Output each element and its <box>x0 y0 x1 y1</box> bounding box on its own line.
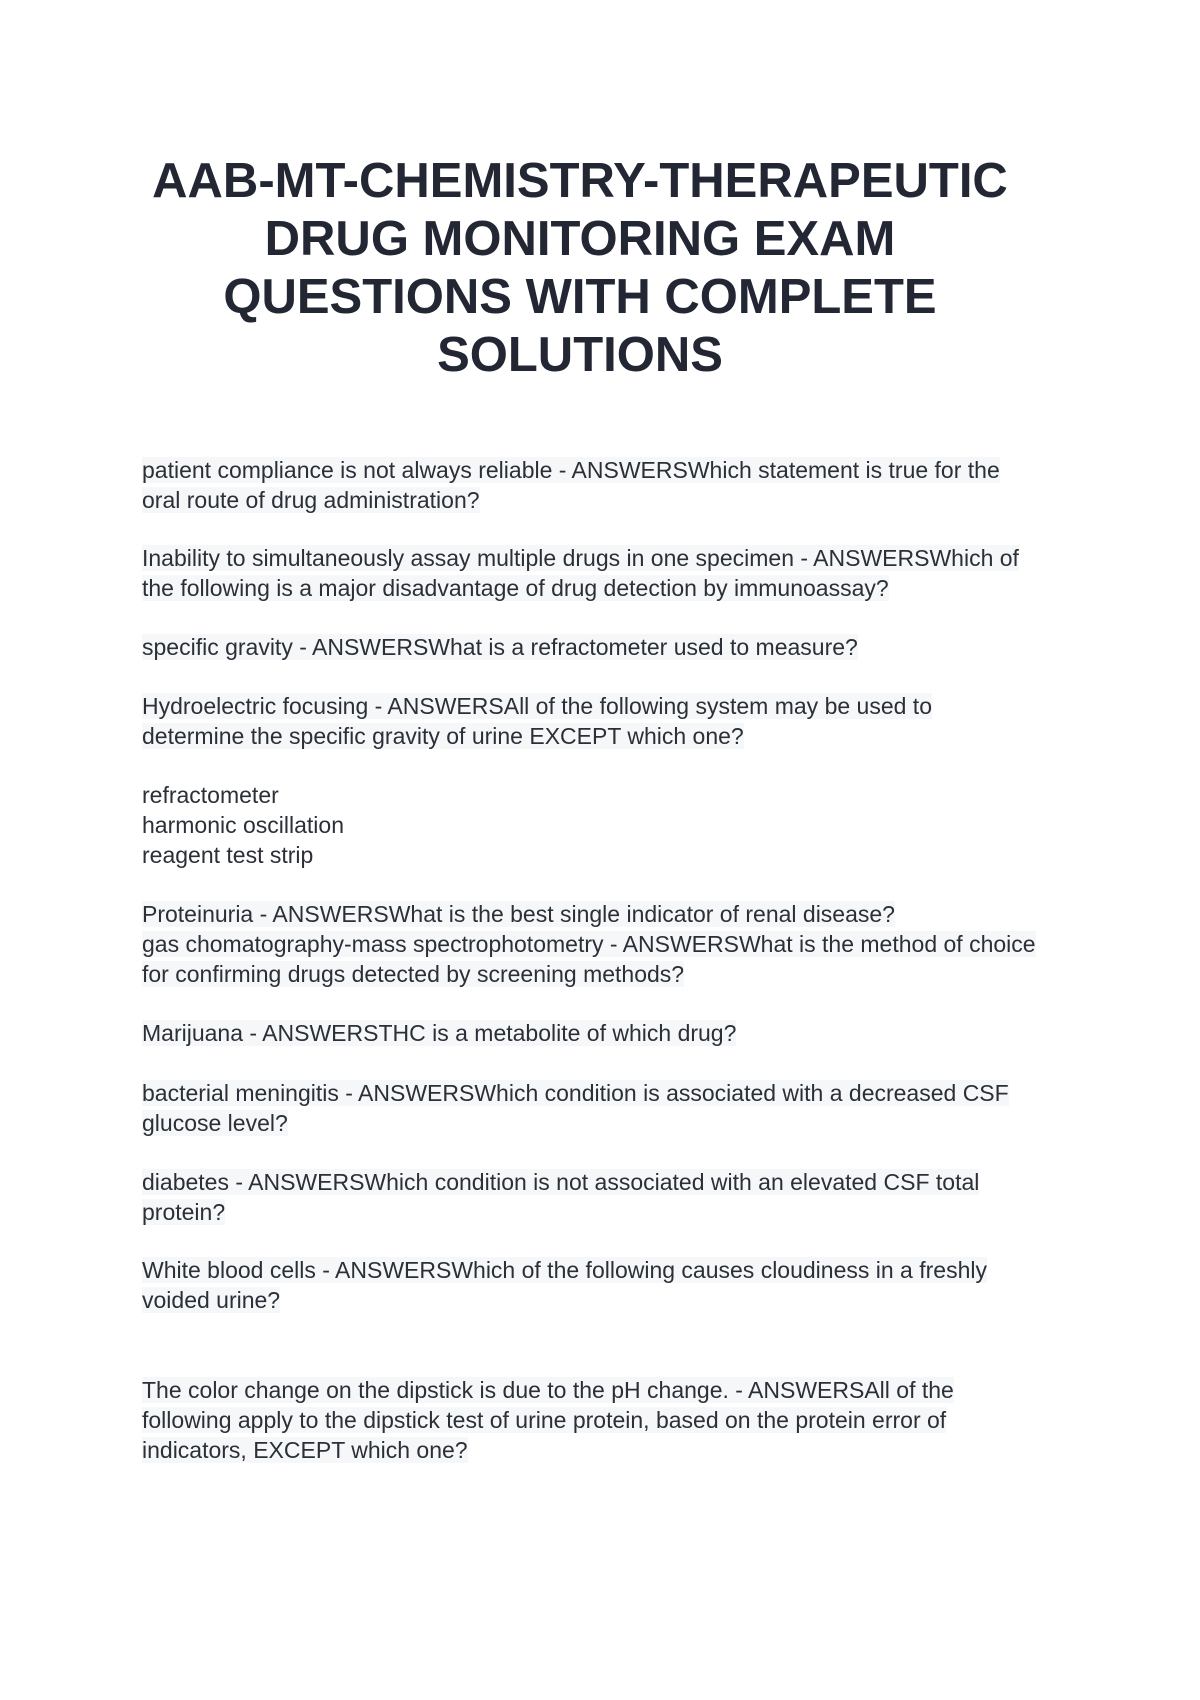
qa-line: glucose level? <box>142 1110 288 1136</box>
qa-line: determine the specific gravity of urine EXCEPT which one? <box>142 723 744 749</box>
qa-line: diabetes - ANSWERSWhich condition is not associated with an elevated CSF total <box>142 1169 980 1195</box>
qa-block <box>142 1375 1082 1465</box>
option-item: refractometer <box>142 782 279 808</box>
option-item: harmonic oscillation <box>142 812 344 838</box>
qa-block <box>142 1078 1082 1138</box>
title-line: DRUG MONITORING EXAM <box>264 212 896 266</box>
qa-line: Marijuana - ANSWERSTHC is a metabolite of which drug? <box>142 1020 737 1046</box>
qa-block <box>142 691 1082 751</box>
qa-line: following apply to the dipstick test of urine protein, based on the protein error of <box>142 1407 947 1433</box>
qa-line: Hydroelectric focusing - ANSWERSAll of the following system may be used to <box>142 693 932 719</box>
qa-line: White blood cells - ANSWERSWhich of the following causes cloudiness in a freshly <box>142 1257 987 1283</box>
qa-line: gas chomatography-mass spectrophotometry - ANSWERSWhat is the method of choice <box>142 931 1036 957</box>
qa-block <box>142 1167 1082 1227</box>
qa-block <box>142 455 1082 515</box>
qa-line: for confirming drugs detected by screening methods? <box>142 961 685 987</box>
qa-block <box>142 543 1082 603</box>
qa-line: specific gravity - ANSWERSWhat is a refractometer used to measure? <box>142 634 858 660</box>
qa-block <box>142 1018 1082 1048</box>
qa-line: The color change on the dipstick is due to the pH change. - ANSWERSAll of the <box>142 1377 954 1403</box>
qa-line: oral route of drug administration? <box>142 487 480 513</box>
option-item: reagent test strip <box>142 842 314 868</box>
qa-line: patient compliance is not always reliable - ANSWERSWhich statement is true for the <box>142 457 1000 483</box>
qa-block <box>142 632 1082 662</box>
qa-line: Proteinuria - ANSWERSWhat is the best single indicator of renal disease? <box>142 901 895 927</box>
qa-line: voided urine? <box>142 1287 281 1313</box>
qa-line: the following is a major disadvantage of drug detection by immunoassay? <box>142 575 889 601</box>
qa-block <box>142 899 1082 989</box>
answer-options <box>142 780 1082 870</box>
title-line: SOLUTIONS <box>437 328 723 382</box>
qa-line: Inability to simultaneously assay multiple drugs in one specimen - ANSWERSWhich of <box>142 545 1019 571</box>
title-line: QUESTIONS WITH COMPLETE <box>223 270 937 324</box>
title-line: AAB-MT-CHEMISTRY-THERAPEUTIC <box>152 154 1008 208</box>
qa-block <box>142 1255 1082 1315</box>
page-title <box>100 152 1060 384</box>
qa-line: bacterial meningitis - ANSWERSWhich condition is associated with a decreased CSF <box>142 1080 1009 1106</box>
qa-line: protein? <box>142 1199 226 1225</box>
qa-line: indicators, EXCEPT which one? <box>142 1437 468 1463</box>
